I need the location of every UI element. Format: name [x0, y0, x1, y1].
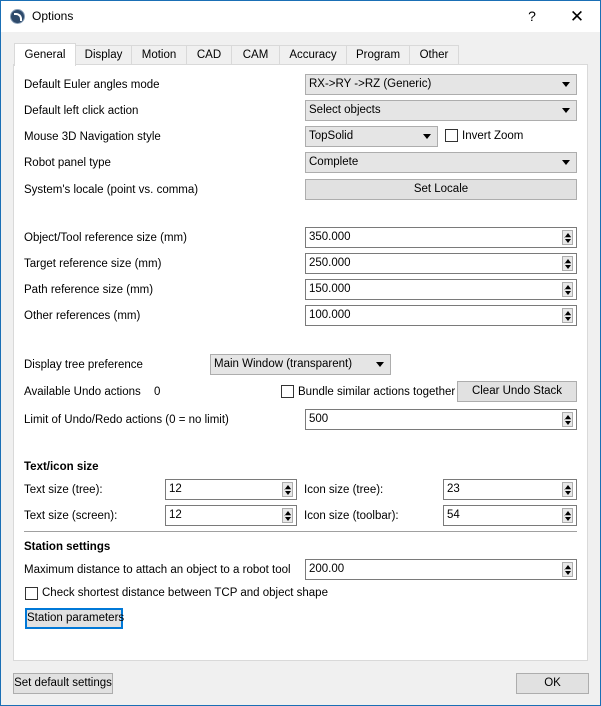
undo-limit-label: Limit of Undo/Redo actions (0 = no limit) — [24, 414, 229, 426]
spinner-arrows-icon[interactable] — [562, 256, 573, 271]
object-tool-ref-label: Object/Tool reference size (mm) — [24, 232, 187, 244]
other-ref-value: 100.000 — [309, 309, 351, 321]
available-undo-count: 0 — [154, 386, 161, 398]
close-button[interactable]: ✕ — [569, 7, 585, 26]
path-ref-label: Path reference size (mm) — [24, 284, 154, 296]
check-shortest-distance-checkbox[interactable] — [25, 587, 38, 600]
tab-display[interactable]: Display — [75, 45, 132, 66]
spinner-arrows-icon[interactable] — [282, 482, 293, 497]
chevron-down-icon — [562, 108, 570, 113]
tree-pref-value: Main Window (transparent) — [214, 358, 353, 370]
euler-mode-label: Default Euler angles mode — [24, 79, 160, 91]
bundle-actions-checkbox[interactable] — [281, 385, 294, 398]
robot-panel-dropdown[interactable] — [305, 152, 577, 173]
icon-size-toolbar-value: 54 — [447, 509, 460, 521]
check-shortest-distance-label: Check shortest distance between TCP and object shape — [42, 587, 328, 599]
tab-motion[interactable]: Motion — [131, 45, 187, 66]
spinner-arrows-icon[interactable] — [562, 482, 573, 497]
other-ref-label: Other references (mm) — [24, 310, 141, 322]
left-click-label: Default left click action — [24, 105, 139, 117]
app-logo-icon — [10, 9, 25, 24]
icon-size-toolbar-label: Icon size (toolbar): — [304, 510, 399, 522]
set-default-settings-button[interactable]: Set default settings — [13, 673, 113, 694]
icon-size-tree-input[interactable] — [443, 479, 577, 500]
euler-mode-value: RX->RY ->RZ (Generic) — [309, 78, 432, 90]
undo-limit-value: 500 — [309, 413, 329, 425]
nav-style-value: TopSolid — [309, 130, 354, 142]
tab-accuracy[interactable]: Accuracy — [279, 45, 347, 66]
spinner-arrows-icon[interactable] — [282, 508, 293, 523]
left-click-dropdown[interactable] — [305, 100, 577, 121]
title-bar — [1, 1, 600, 32]
text-size-screen-label: Text size (screen): — [24, 510, 118, 522]
target-ref-value: 250.000 — [309, 257, 351, 269]
invert-zoom-checkbox[interactable] — [445, 129, 458, 142]
robot-panel-value: Complete — [309, 156, 359, 168]
max-distance-input[interactable] — [305, 559, 577, 580]
tab-other[interactable]: Other — [409, 45, 459, 66]
undo-limit-input[interactable] — [305, 409, 577, 430]
ok-button[interactable]: OK — [516, 673, 589, 694]
chevron-down-icon — [562, 82, 570, 87]
text-icon-heading: Text/icon size — [24, 461, 99, 473]
other-ref-input[interactable] — [305, 305, 577, 326]
text-size-tree-input[interactable] — [165, 479, 297, 500]
nav-style-dropdown[interactable] — [305, 126, 438, 147]
available-undo-label: Available Undo actions — [24, 386, 141, 398]
tree-pref-dropdown[interactable] — [210, 354, 391, 375]
nav-style-label: Mouse 3D Navigation style — [24, 131, 161, 143]
max-distance-label: Maximum distance to attach an object to a robot tool — [24, 564, 291, 576]
chevron-down-icon — [562, 160, 570, 165]
spinner-arrows-icon[interactable] — [562, 508, 573, 523]
target-ref-input[interactable] — [305, 253, 577, 274]
icon-size-toolbar-input[interactable] — [443, 505, 577, 526]
text-size-tree-label: Text size (tree): — [24, 484, 103, 496]
locale-label: System's locale (point vs. comma) — [24, 184, 199, 196]
path-ref-input[interactable] — [305, 279, 577, 300]
tree-pref-label: Display tree preference — [24, 359, 143, 371]
tab-general[interactable]: General — [14, 43, 76, 66]
station-parameters-button[interactable]: Station parameters — [25, 608, 123, 629]
station-settings-heading: Station settings — [24, 541, 111, 553]
object-tool-ref-value: 350.000 — [309, 231, 351, 243]
spinner-arrows-icon[interactable] — [562, 562, 573, 577]
chevron-down-icon — [376, 362, 384, 367]
invert-zoom-label: Invert Zoom — [462, 130, 524, 142]
window-title: Options — [32, 9, 74, 23]
object-tool-ref-input[interactable] — [305, 227, 577, 248]
section-divider — [24, 531, 577, 532]
help-button[interactable]: ? — [528, 8, 536, 24]
tab-cam[interactable]: CAM — [231, 45, 280, 66]
icon-size-tree-value: 23 — [447, 483, 460, 495]
text-size-tree-value: 12 — [169, 483, 182, 495]
bundle-actions-label: Bundle similar actions together — [298, 386, 456, 398]
text-size-screen-value: 12 — [169, 509, 182, 521]
target-ref-label: Target reference size (mm) — [24, 258, 162, 270]
chevron-down-icon — [423, 134, 431, 139]
icon-size-tree-label: Icon size (tree): — [304, 484, 384, 496]
left-click-value: Select objects — [309, 104, 381, 116]
spinner-arrows-icon[interactable] — [562, 282, 573, 297]
set-locale-button[interactable]: Set Locale — [305, 179, 577, 200]
max-distance-value: 200.00 — [309, 563, 345, 575]
spinner-arrows-icon[interactable] — [562, 308, 573, 323]
robot-panel-label: Robot panel type — [24, 157, 111, 169]
path-ref-value: 150.000 — [309, 283, 351, 295]
spinner-arrows-icon[interactable] — [562, 230, 573, 245]
tab-cad[interactable]: CAD — [186, 45, 232, 66]
text-size-screen-input[interactable] — [165, 505, 297, 526]
general-panel — [13, 64, 588, 661]
spinner-arrows-icon[interactable] — [562, 412, 573, 427]
tab-program[interactable]: Program — [346, 45, 410, 66]
euler-mode-dropdown[interactable] — [305, 74, 577, 95]
clear-undo-stack-button[interactable]: Clear Undo Stack — [457, 381, 577, 402]
